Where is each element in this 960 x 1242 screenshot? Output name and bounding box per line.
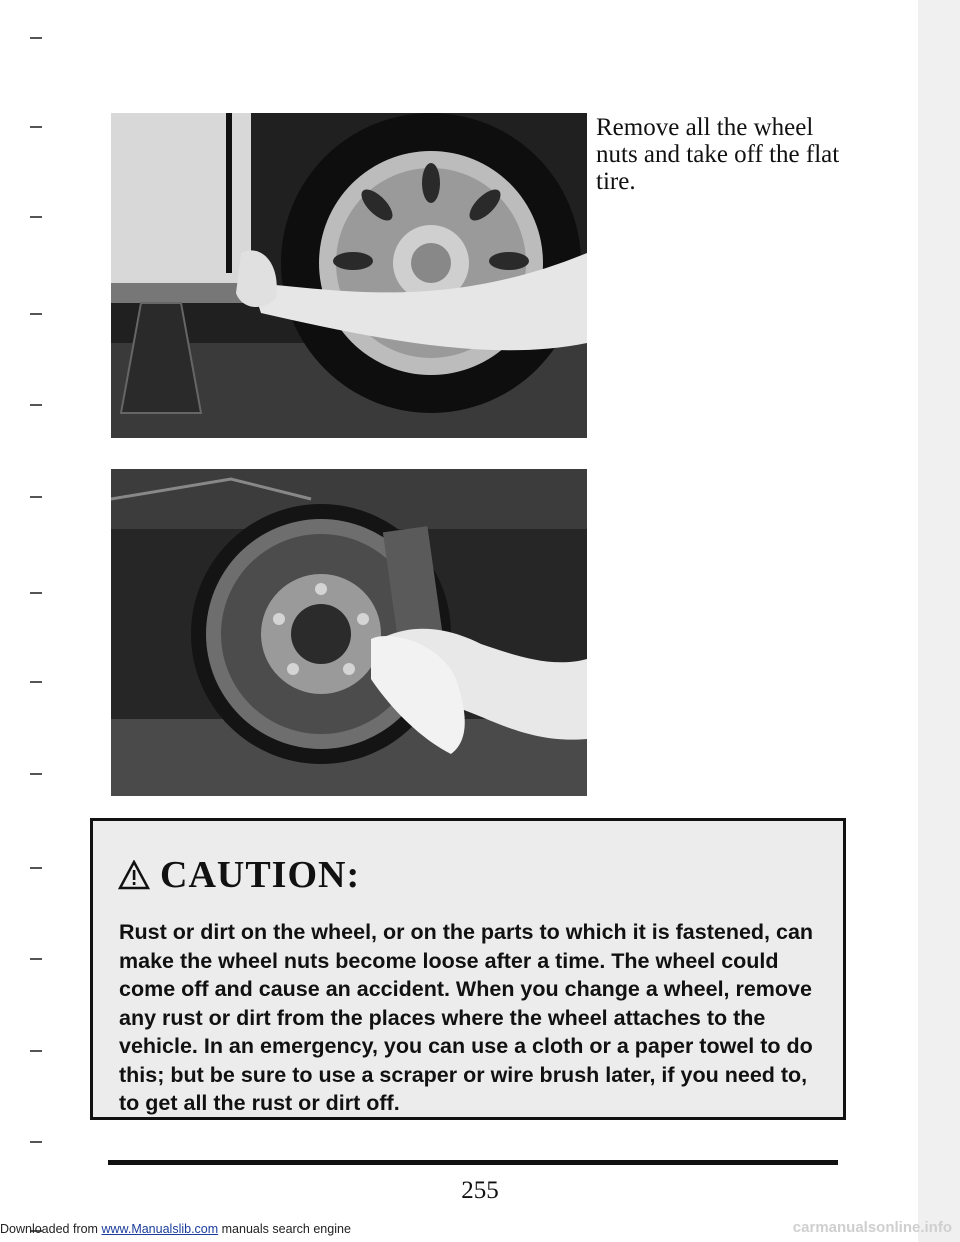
page-number: 255 [461,1177,499,1204]
download-footer [0,1222,351,1236]
caution-header [118,853,360,897]
caution-body: Rust or dirt on the wheel, or on the parts to which it is fastened, can make the wheel nuts become loose after a time. The wheel could come off and cause an accident. When you change a wheel, remove any rust or dirt from the places where the wheel attaches to the vehicle. In an emergency, you can use a cloth or a paper towel to do this; but be sure to use a scraper or wire brush later, if you need to, to get all the rust or dirt off. [119,920,814,1115]
photo-removing-tire [111,113,587,438]
caution-title: CAUTION: [160,854,361,896]
margin-mark [30,126,42,128]
margin-mark [30,496,42,498]
instruction-text: Remove all the wheel nuts and take off the flat tire. [596,114,840,195]
margin-mark [30,681,42,683]
margin-mark [30,404,42,406]
caution-box [90,818,846,1120]
margin-mark [30,592,42,594]
manualslib-link[interactable]: www.Manualslib.com [101,1222,219,1236]
page-edge-shadow [918,0,960,1242]
margin-mark [30,216,42,218]
margin-mark [30,867,42,869]
margin-mark [30,313,42,315]
margin-mark [30,773,42,775]
footer-prefix: Downloaded from [0,1222,102,1236]
photo-cleaning-hub [111,469,587,796]
margin-mark [30,1141,42,1143]
margin-mark [30,37,42,39]
warning-triangle-icon [118,860,150,890]
margin-mark [30,1050,42,1052]
footer-rule [108,1160,838,1165]
margin-mark [30,958,42,960]
watermark: carmanualsonline.info [792,1219,952,1236]
footer-suffix: manuals search engine [218,1222,351,1236]
